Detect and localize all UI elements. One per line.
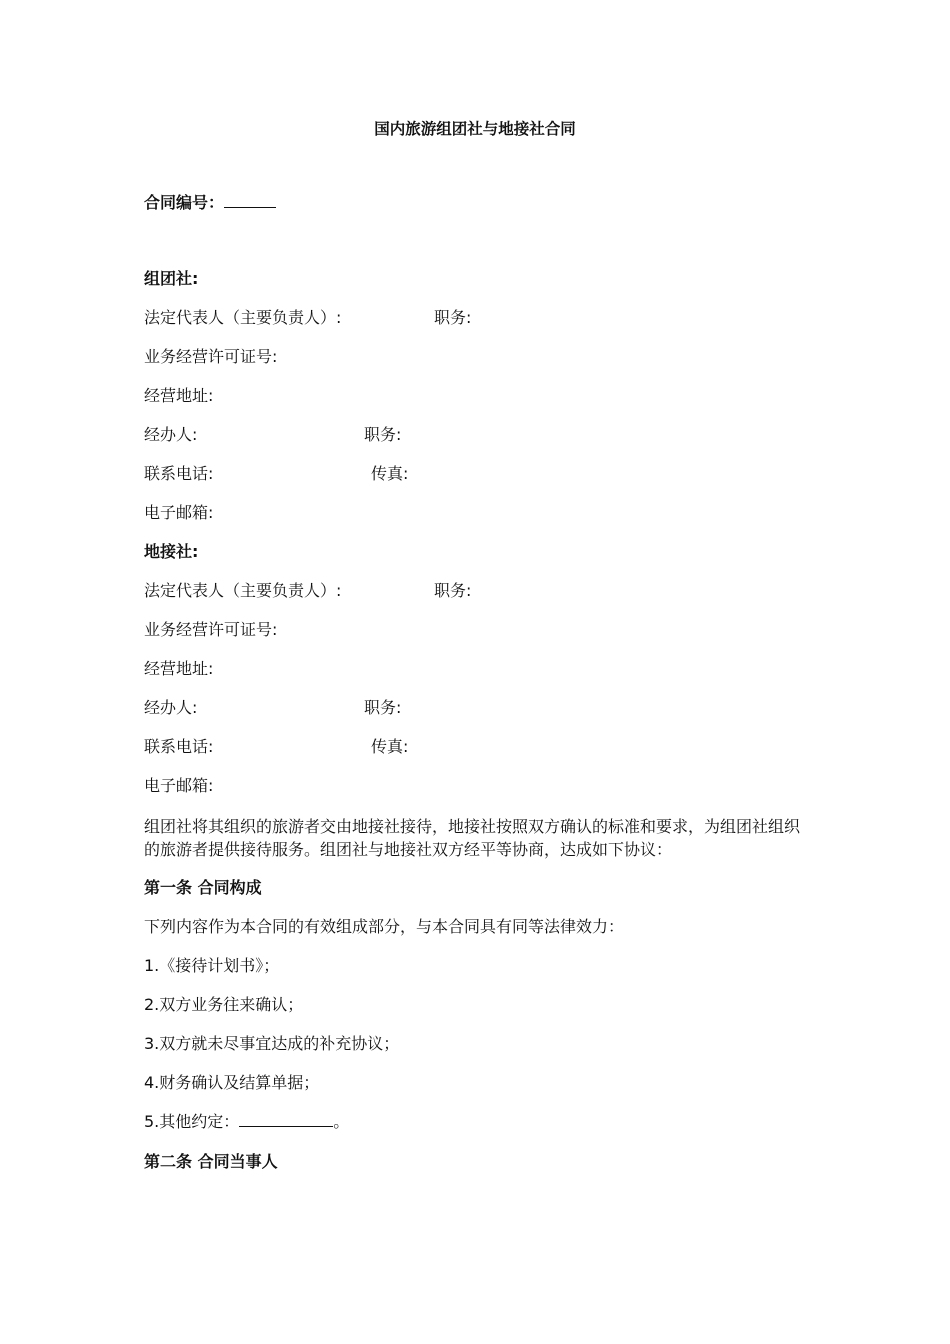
organizer-handler-row bbox=[144, 424, 544, 446]
organizer-phone-label: 联系电话: bbox=[144, 464, 214, 483]
organizer-fax-label: 传真: bbox=[371, 464, 409, 483]
organizer-handler-position-label: 职务: bbox=[364, 425, 402, 444]
article1-item-5: 5.其他约定： bbox=[144, 1112, 240, 1131]
article1-item-2: 2.双方业务往来确认； bbox=[144, 995, 304, 1014]
organizer-email-label: 电子邮箱: bbox=[144, 503, 214, 522]
local-fax-label: 传真: bbox=[371, 737, 409, 756]
other-agreement-blank[interactable] bbox=[239, 1112, 333, 1127]
organizer-legal-rep-label: 法定代表人（主要负责人）: bbox=[144, 308, 342, 327]
local-phone-label: 联系电话: bbox=[144, 737, 214, 756]
organizer-legal-rep-row bbox=[144, 307, 544, 329]
local-license-label: 业务经营许可证号: bbox=[144, 620, 278, 639]
contract-number-blank[interactable] bbox=[224, 193, 276, 208]
local-handler-row bbox=[144, 697, 544, 719]
document-title: 国内旅游组团社与地接社合同 bbox=[374, 120, 576, 138]
article1-heading: 第一条 合同构成 bbox=[144, 878, 262, 897]
organizer-address-label: 经营地址: bbox=[144, 386, 214, 405]
organizer-license-label: 业务经营许可证号: bbox=[144, 347, 278, 366]
article1-item-3: 3.双方就未尽事宜达成的补充协议； bbox=[144, 1034, 400, 1053]
local-email-label: 电子邮箱: bbox=[144, 776, 214, 795]
contract-number-line bbox=[144, 192, 276, 214]
local-address-label: 经营地址: bbox=[144, 659, 214, 678]
local-position-label: 职务: bbox=[434, 581, 472, 600]
local-handler-label: 经办人: bbox=[144, 698, 198, 717]
local-handler-position-label: 职务: bbox=[364, 698, 402, 717]
contract-number-label: 合同编号： bbox=[144, 193, 225, 212]
article1-item-5-suffix: 。 bbox=[333, 1112, 350, 1131]
local-legal-rep-row bbox=[144, 580, 544, 602]
article1-item-5-row bbox=[144, 1111, 349, 1133]
article1-item-1: 1.《接待计划书》； bbox=[144, 956, 280, 975]
article1-item-4: 4.财务确认及结算单据； bbox=[144, 1073, 320, 1092]
organizer-heading: 组团社: bbox=[144, 269, 199, 288]
article1-lead: 下列内容作为本合同的有效组成部分，与本合同具有同等法律效力： bbox=[144, 917, 625, 936]
organizer-position-label: 职务: bbox=[434, 308, 472, 327]
local-legal-rep-label: 法定代表人（主要负责人）: bbox=[144, 581, 342, 600]
organizer-phone-row bbox=[144, 463, 544, 485]
local-phone-row bbox=[144, 736, 544, 758]
organizer-handler-label: 经办人: bbox=[144, 425, 198, 444]
local-agency-heading: 地接社: bbox=[144, 542, 199, 561]
intro-paragraph: 组团社将其组织的旅游者交由地接社接待，地接社按照双方确认的标准和要求，为组团社组织的旅游者提供接待服务。组团社与地接社双方经平等协商，达成如下协议： bbox=[144, 817, 801, 859]
article2-heading: 第二条 合同当事人 bbox=[144, 1152, 278, 1171]
